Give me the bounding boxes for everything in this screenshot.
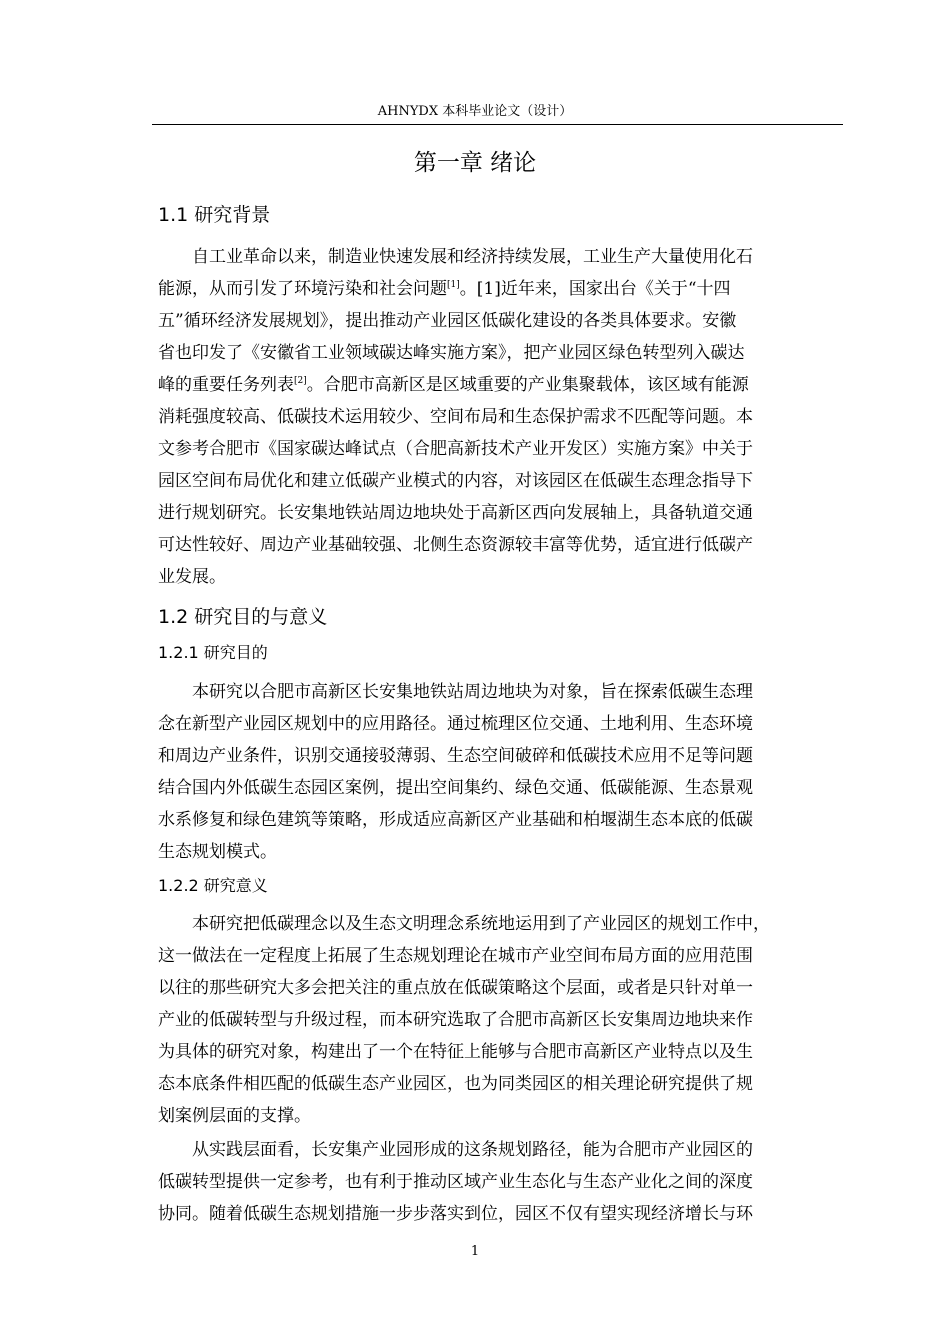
subsection-heading-1-2-1: 1.2.1 研究目的 (158, 643, 268, 662)
paragraph-research-background (158, 241, 838, 593)
text-line: 本研究把低碳理念以及生态文明理念系统地运用到了产业园区的规划工作中， (192, 914, 770, 934)
citation-marker: [2] (294, 376, 307, 386)
text-line: 念在新型产业园区规划中的应用路径。通过梳理区位交通、土地利用、生态环境 (158, 714, 753, 734)
text-line: 这一做法在一定程度上拓展了生态规划理论在城市产业空间布局方面的应用范围 (158, 946, 753, 966)
text-line: 协同。随着低碳生态规划措施一步步落实到位，园区不仅有望实现经济增长与环 (158, 1204, 753, 1224)
text-line: 以往的那些研究大多会把关注的重点放在低碳策略这个层面，或者是只针对单一 (158, 978, 753, 998)
running-header: AHNYDX 本科毕业论文（设计） (377, 104, 573, 119)
text-segment: 能源，从而引发了环境污染和社会问题 (158, 279, 447, 299)
citation-marker: [1] (447, 280, 460, 290)
text-segment: 。合肥市高新区是区域重要的产业集聚载体，该区域有能源 (306, 375, 749, 395)
text-line: 可达性较好、周边产业基础较强、北侧生态资源较丰富等优势，适宜进行低碳产 (158, 535, 753, 555)
text-line: 园区空间布局优化和建立低碳产业模式的内容，对该园区在低碳生态理念指导下 (158, 471, 753, 491)
section-heading-1-1: 1.1 研究背景 (158, 204, 271, 226)
text-line: 文参考合肥市《国家碳达峰试点（合肥高新技术产业开发区）实施方案》中关于 (158, 439, 753, 459)
text-line: 消耗强度较高、低碳技术运用较少、空间布局和生态保护需求不匹配等问题。本 (158, 407, 753, 427)
text-line: 水系修复和绿色建筑等策略，形成适应高新区产业基础和柏堰湖生态本底的低碳 (158, 810, 753, 830)
chapter-title: 第一章 绪论 (413, 150, 537, 176)
subsection-heading-1-2-2: 1.2.2 研究意义 (158, 876, 268, 895)
text-line: 为具体的研究对象，构建出了一个在特征上能够与合肥市高新区产业特点以及生 (158, 1042, 753, 1062)
text-line: 省也印发了《安徽省工业领域碳达峰实施方案》，把产业园区绿色转型列入碳达 (158, 343, 745, 363)
text-line: 态本底条件相匹配的低碳生态产业园区，也为同类园区的相关理论研究提供了规 (158, 1074, 753, 1094)
page-number: 1 (470, 1244, 480, 1259)
text-segment: 。[1]近年来，国家出台《关于“十四 (459, 279, 731, 299)
text-line: 业发展。 (158, 567, 226, 587)
paragraph-research-purpose (158, 676, 838, 868)
text-line (158, 273, 838, 305)
text-segment: 峰的重要任务列表 (158, 375, 294, 395)
text-line: 结合国内外低碳生态园区案例，提出空间集约、绿色交通、低碳能源、生态景观 (158, 778, 753, 798)
text-line: 进行规划研究。长安集地铁站周边地块处于高新区西向发展轴上，具备轨道交通 (158, 503, 753, 523)
text-line: 低碳转型提供一定参考，也有利于推动区域产业生态化与生态产业化之间的深度 (158, 1172, 753, 1192)
text-line: 五”循环经济发展规划》，提出推动产业园区低碳化建设的各类具体要求。安徽 (158, 311, 737, 331)
section-heading-1-2: 1.2 研究目的与意义 (158, 606, 328, 628)
text-line (158, 369, 838, 401)
text-line: 产业的低碳转型与升级过程，而本研究选取了合肥市高新区长安集周边地块来作 (158, 1010, 753, 1030)
text-line: 本研究以合肥市高新区长安集地铁站周边地块为对象，旨在探索低碳生态理 (192, 682, 753, 702)
text-line: 和周边产业条件，识别交通接驳薄弱、生态空间破碎和低碳技术应用不足等问题 (158, 746, 753, 766)
paragraph-practical-significance (158, 1134, 838, 1230)
text-line: 划案例层面的支撑。 (158, 1106, 311, 1126)
text-line: 自工业革命以来，制造业快速发展和经济持续发展，工业生产大量使用化石 (192, 247, 753, 267)
header-divider (152, 124, 843, 125)
text-line: 生态规划模式。 (158, 842, 277, 862)
paragraph-research-significance (158, 908, 838, 1132)
text-line: 从实践层面看，长安集产业园形成的这条规划路径，能为合肥市产业园区的 (192, 1140, 753, 1160)
